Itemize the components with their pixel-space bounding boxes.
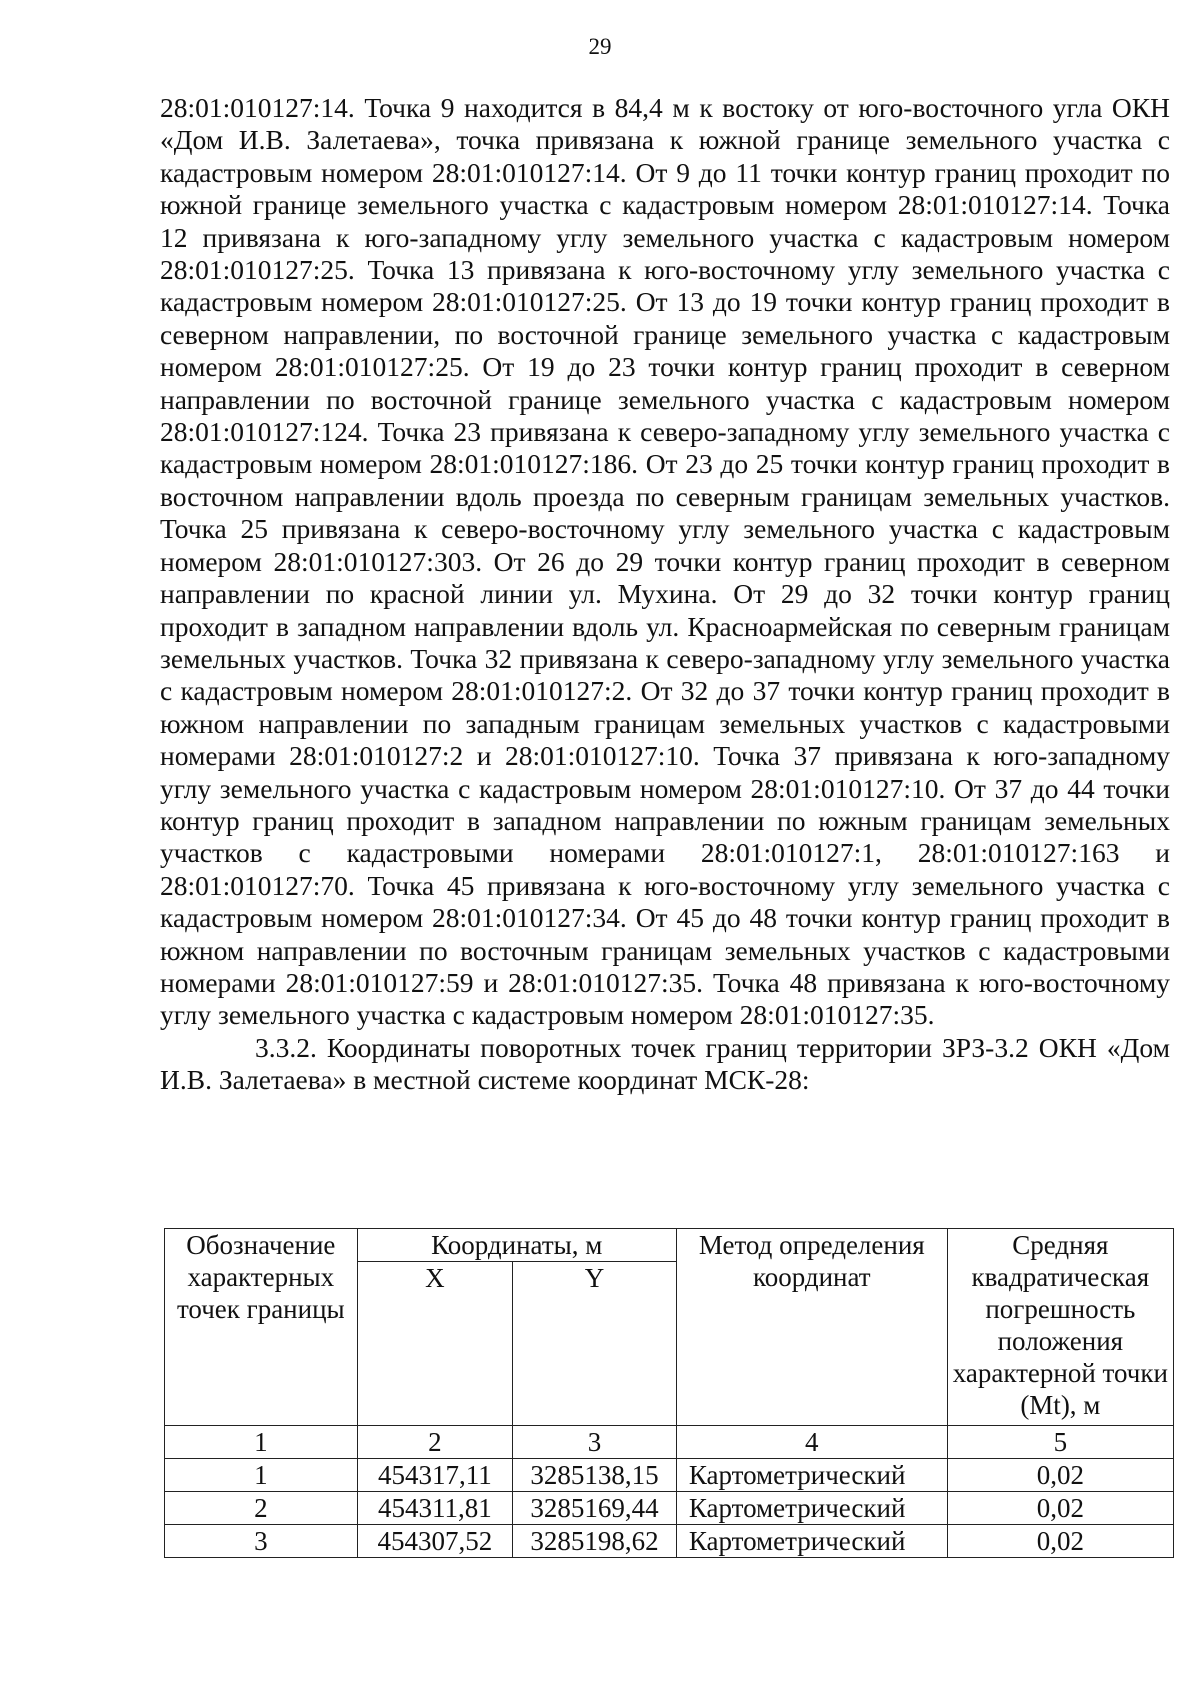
header-error: Средняя квадратическая погрешность положения характерной точки (Mt), м — [947, 1229, 1173, 1426]
error-cell: 0,02 — [947, 1492, 1173, 1525]
header-designation: Обозначение характерных точек границы — [165, 1229, 358, 1426]
method-cell: Картометрический — [676, 1492, 947, 1525]
point-cell: 2 — [165, 1492, 358, 1525]
column-number-cell: 1 — [165, 1426, 358, 1459]
method-cell: Картометрический — [676, 1525, 947, 1558]
y-cell: 3285138,15 — [513, 1459, 677, 1492]
column-number-cell: 5 — [947, 1426, 1173, 1459]
table-row — [165, 1459, 1174, 1492]
column-number-cell: 4 — [676, 1426, 947, 1459]
document-body — [160, 92, 1170, 1097]
error-cell: 0,02 — [947, 1525, 1173, 1558]
header-x: X — [357, 1262, 512, 1426]
coordinates-table — [164, 1228, 1174, 1558]
x-cell: 454307,52 — [357, 1525, 512, 1558]
x-cell: 454317,11 — [357, 1459, 512, 1492]
header-coordinates: Координаты, м — [357, 1229, 676, 1262]
column-number-cell: 3 — [513, 1426, 677, 1459]
method-cell: Картометрический — [676, 1459, 947, 1492]
table-row — [165, 1492, 1174, 1525]
column-number-row — [165, 1426, 1174, 1459]
point-cell: 1 — [165, 1459, 358, 1492]
header-method: Метод определения координат — [676, 1229, 947, 1426]
error-cell: 0,02 — [947, 1459, 1173, 1492]
column-number-cell: 2 — [357, 1426, 512, 1459]
page-number: 29 — [588, 34, 612, 59]
point-cell: 3 — [165, 1525, 358, 1558]
table-row — [165, 1525, 1174, 1558]
paragraph-boundary-description: 28:01:010127:14. Точка 9 находится в 84,4 м к востоку от юго-восточного угла ОКН «Дом И.В. Залетаева», точка привязана к южной границе земельного участка с кадастровым номером 28:01:010127:14. От 9 до 11 точки контур границ проходит по южной границе земельного участка с кадастровым номером 28:01:010127:14. Точка 12 привязана к юго-западному углу земельного участка с кадастровым номером 28:01:010127:25. Точка 13 привязана к юго-восточному углу земельного участка с кадастровым номером 28:01:010127:25. От 13 до 19 точки контур границ проходит в северном направлении, по восточной границе земельного участка с кадастровым номером 28:01:010127:25. От 19 до 23 точки контур границ проходит в северном направлении по восточной границе земельного участка с кадастровым номером 28:01:010127:124. Точка 23 привязана к северо-западному углу земельного участка с кадастровым номером 28:01:010127:186. От 23 до 25 точки контур границ проходит в восточном направлении вдоль проезда по северным границам земельных участков. Точка 25 привязана к северо-восточному углу земельного участка с кадастровым номером 28:01:010127:303. От 26 до 29 точки контур границ проходит в северном направлении по красной линии ул. Мухина. От 29 до 32 точки контур границ проходит в западном направлении вдоль ул. Красноармейская по северным границам земельных участков. Точка 32 привязана к северо-западному углу земельного участка с кадастровым номером 28:01:010127:2. От 32 до 37 точки контур границ проходит в южном направлении по западным границам земельных участков с кадастровыми номерами 28:01:010127:2 и 28:01:010127:10. Точка 37 привязана к юго-западному углу земельного участка с кадастровым номером 28:01:010127:10. От 37 до 44 точки контур границ проходит в западном направлении по южным границам земельных участков с кадастровыми номерами 28:01:010127:1, 28:01:010127:163 и 28:01:010127:70. Точка 45 привязана к юго-восточному углу земельного участка с кадастровым номером 28:01:010127:34. От 45 до 48 точки контур границ проходит в южном направлении по восточным границам земельных участков с кадастровыми номерами 28:01:010127:59 и 28:01:010127:35. Точка 48 привязана к юго-восточному углу земельного участка с кадастровым номером 28:01:010127:35. — [160, 92, 1170, 1031]
paragraph-section-3-3-2: 3.3.2. Координаты поворотных точек границ территории ЗРЗ-3.2 ОКН «Дом И.В. Залетаева» в местной системе координат МСК-28: — [160, 1031, 1170, 1096]
header-y: Y — [513, 1262, 677, 1426]
table-header-row — [165, 1229, 1174, 1262]
x-cell: 454311,81 — [357, 1492, 512, 1525]
y-cell: 3285198,62 — [513, 1525, 677, 1558]
y-cell: 3285169,44 — [513, 1492, 677, 1525]
